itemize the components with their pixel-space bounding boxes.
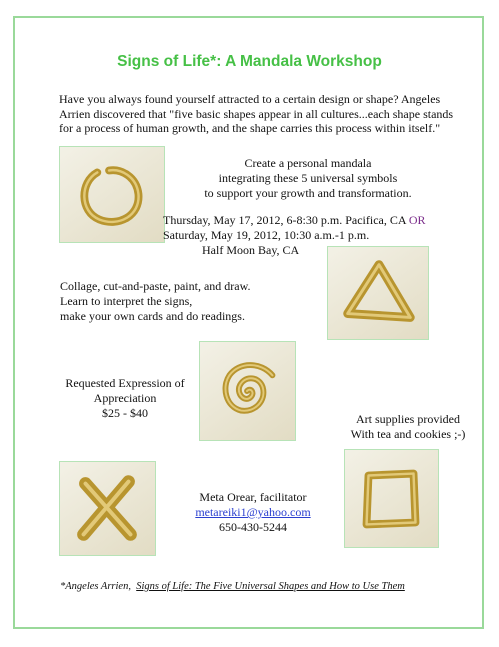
intro-line: Have you always found yourself attracted to a certain design or shape? Angeles [59, 92, 441, 106]
or-label: OR [408, 213, 426, 227]
intro-line: for a process of human growth, and the shape carries this process within itself." [59, 121, 441, 135]
price-amount: $25 - $40 [102, 406, 148, 420]
intro-line: Arrien discovered that "five basic shapes appear in all cultures...each shape stands [59, 106, 454, 121]
page-title: Signs of Life*: A Mandala Workshop [117, 53, 382, 70]
activity-line: Collage, cut-and-paste, paint, and draw. [60, 279, 251, 293]
footnote [60, 581, 405, 592]
facilitator-name: Meta Orear, facilitator [199, 490, 307, 504]
supplies-line: Art supplies provided [356, 412, 460, 426]
activities [60, 279, 251, 324]
footnote-author: *Angeles Arrien, [60, 581, 131, 592]
activity-line: make your own cards and do readings. [60, 309, 245, 323]
mandala-line: to support your growth and transformation. [204, 186, 412, 200]
price-line: Requested Expression of [65, 376, 185, 390]
mandala-line: Create a personal mandala [244, 156, 372, 170]
circle-shape-image [59, 146, 165, 243]
square-shape-image [344, 449, 439, 548]
square-shape-drawing [345, 450, 438, 547]
spiral-shape-drawing [200, 342, 295, 440]
footnote-book-title: Signs of Life: The Five Universal Shapes and How to Use Them [136, 581, 405, 592]
cross-shape-drawing [60, 462, 155, 555]
supplies-line: With tea and cookies ;-) [350, 427, 466, 441]
facilitator-phone: 650-430-5244 [219, 520, 287, 534]
price-info [55, 376, 195, 421]
mandala-description [180, 156, 436, 201]
spiral-shape-image [199, 341, 296, 441]
schedule-thursday: Thursday, May 17, 2012, 6-8:30 p.m. Pacifica, CA OR [163, 213, 426, 227]
facilitator-info [188, 490, 318, 535]
activity-line: Learn to interpret the signs, [60, 294, 193, 308]
schedule-location: Half Moon Bay, CA [202, 243, 300, 257]
circle-shape-drawing [60, 147, 164, 242]
triangle-shape-drawing [328, 247, 428, 339]
price-line: Appreciation [93, 391, 157, 405]
mandala-line: integrating these 5 universal symbols [218, 171, 398, 185]
triangle-shape-image [327, 246, 429, 340]
supplies-info [338, 412, 478, 442]
facilitator-email-link[interactable]: metareiki1@yahoo.com [195, 505, 311, 519]
cross-shape-image [59, 461, 156, 556]
schedule-saturday: Saturday, May 19, 2012, 10:30 a.m.-1 p.m. [163, 228, 370, 242]
intro-paragraph [59, 92, 454, 136]
